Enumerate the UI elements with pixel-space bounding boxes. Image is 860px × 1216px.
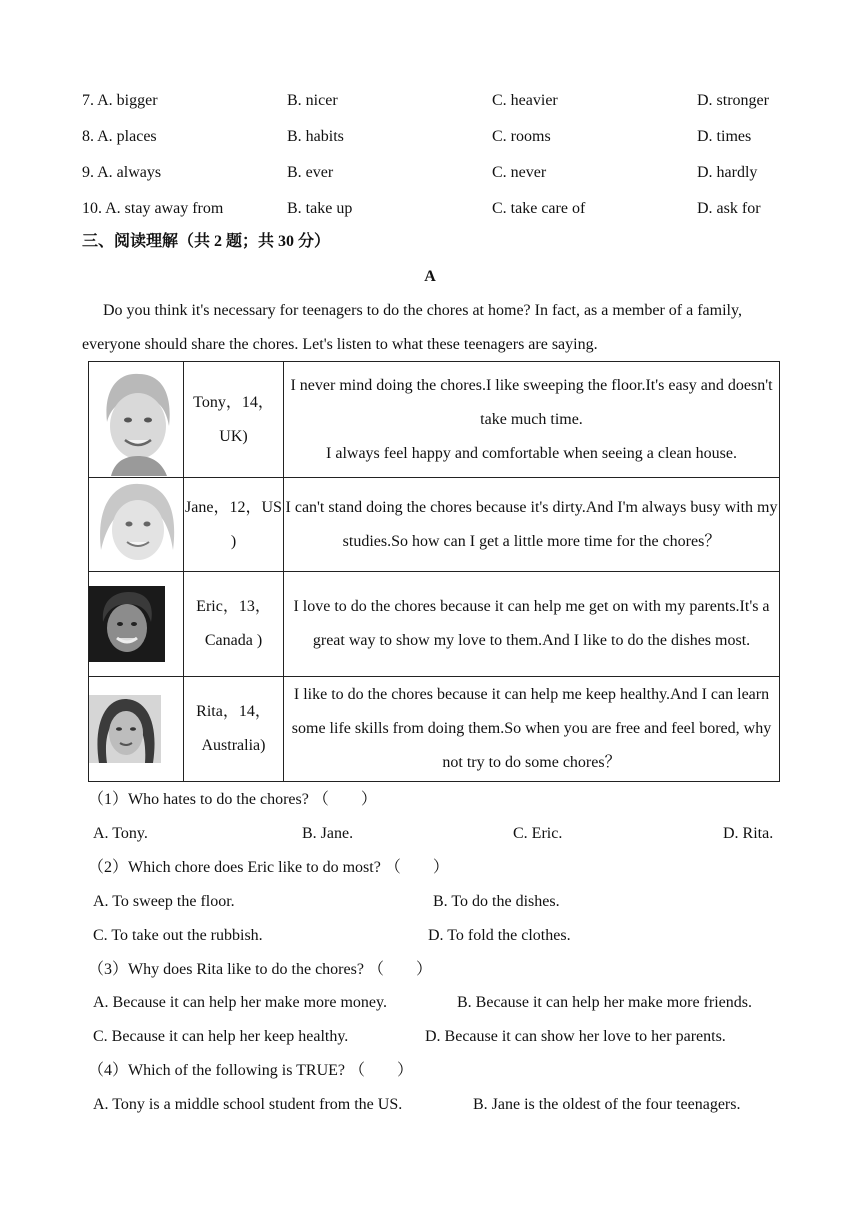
option-c: C. take care of bbox=[492, 200, 586, 217]
teen-quote: I like to do the chores because it can help me keep healthy.And I can learn some life skills from doing them.So when you are free and feel bored, why not try to do some chores？ bbox=[291, 686, 772, 771]
option-c: C. never bbox=[492, 164, 547, 181]
jane-photo bbox=[89, 480, 183, 570]
passage-label: A bbox=[424, 268, 436, 285]
passage-intro: Do you think it's necessary for teenagers to do the chores at home? In fact, as a member of a family, everyone should share the chores. Let's listen to what these teenagers are saying. bbox=[82, 302, 742, 353]
name-cell bbox=[184, 362, 284, 478]
table-row bbox=[89, 478, 780, 572]
answer-option: D. To fold the clothes. bbox=[428, 927, 571, 944]
option-c: C. heavier bbox=[492, 92, 558, 109]
option-d: D. hardly bbox=[697, 164, 758, 181]
teen-quote: I never mind doing the chores.I like sweeping the floor.It's easy and doesn't take much time. bbox=[290, 376, 773, 428]
teen-name: Eric，13， bbox=[196, 598, 271, 615]
answer-option: B. To do the dishes. bbox=[433, 893, 560, 910]
section-title: 三、阅读理解（共 2 题；共 30 分） bbox=[82, 233, 331, 250]
name-cell bbox=[184, 677, 284, 782]
teen-name: Tony，14， bbox=[193, 393, 274, 411]
name-cell bbox=[184, 478, 284, 572]
option-row-9 bbox=[82, 163, 782, 183]
table-row bbox=[89, 572, 780, 677]
teen-country: UK) bbox=[219, 427, 248, 445]
answer-option: C. Eric. bbox=[513, 825, 563, 842]
option-c: C. rooms bbox=[492, 128, 551, 145]
tony-photo bbox=[89, 364, 183, 476]
table-row bbox=[89, 362, 780, 478]
option-b: B. take up bbox=[287, 200, 353, 217]
option-row-8 bbox=[82, 127, 782, 147]
option-row-10 bbox=[82, 199, 782, 219]
eric-photo bbox=[89, 586, 165, 662]
option-a: 7. A. bigger bbox=[82, 92, 158, 109]
answer-option: C. Because it can help her keep healthy. bbox=[93, 1028, 349, 1045]
quote-cell bbox=[284, 478, 780, 572]
teen-name: Jane，12，US ) bbox=[185, 498, 282, 550]
question-4: （4）Which of the following is TRUE? （ ） bbox=[88, 1062, 414, 1079]
question-3: （3）Why does Rita like to do the chores? （ ） bbox=[88, 961, 432, 978]
answer-option: B. Jane is the oldest of the four teenagers. bbox=[473, 1096, 741, 1113]
quote-cell bbox=[284, 677, 780, 782]
answer-option: D. Rita. bbox=[723, 825, 774, 842]
answer-option: C. To take out the rubbish. bbox=[93, 927, 263, 944]
option-a: 10. A. stay away from bbox=[82, 200, 224, 217]
question-2: （2）Which chore does Eric like to do most? （ ） bbox=[88, 859, 449, 876]
answer-option: A. Because it can help her make more money. bbox=[93, 994, 387, 1011]
photo-cell bbox=[89, 677, 184, 782]
photo-cell bbox=[89, 362, 184, 478]
photo-cell bbox=[89, 572, 184, 677]
option-row-7 bbox=[82, 91, 782, 111]
teen-table bbox=[88, 361, 780, 782]
teen-quote: I can't stand doing the chores because it's dirty.And I'm always busy with my studies.So how can I get a little more time for the chores？ bbox=[285, 498, 778, 550]
option-d: D. ask for bbox=[697, 200, 761, 217]
teen-country: Australia) bbox=[201, 737, 266, 754]
quote-cell bbox=[284, 362, 780, 478]
teen-quote: I love to do the chores because it can help me get on with my parents.It's a great way to show my love to them.And I like to do the dishes most. bbox=[293, 598, 770, 649]
option-a: 9. A. always bbox=[82, 164, 162, 181]
rita-photo bbox=[89, 695, 161, 763]
teen-name: Rita，14， bbox=[196, 703, 271, 720]
answer-option: D. Because it can show her love to her parents. bbox=[425, 1028, 726, 1045]
teen-country: Canada ) bbox=[204, 632, 263, 649]
option-b: B. nicer bbox=[287, 92, 338, 109]
option-d: D. times bbox=[697, 128, 752, 145]
option-a: 8. A. places bbox=[82, 128, 157, 145]
answer-option: A. Tony is a middle school student from the US. bbox=[93, 1096, 403, 1113]
table-row bbox=[89, 677, 780, 782]
option-b: B. ever bbox=[287, 164, 334, 181]
option-b: B. habits bbox=[287, 128, 344, 145]
question-1: （1）Who hates to do the chores? （ ） bbox=[88, 791, 377, 808]
name-cell bbox=[184, 572, 284, 677]
answer-option: B. Because it can help her make more friends. bbox=[457, 994, 752, 1011]
photo-cell bbox=[89, 478, 184, 572]
answer-option: B. Jane. bbox=[302, 825, 354, 842]
quote-cell bbox=[284, 572, 780, 677]
answer-option: A. Tony. bbox=[93, 825, 148, 842]
option-d: D. stronger bbox=[697, 92, 769, 109]
answer-option: A. To sweep the floor. bbox=[93, 893, 235, 910]
teen-quote-2: I always feel happy and comfortable when seeing a clean house. bbox=[326, 444, 737, 462]
